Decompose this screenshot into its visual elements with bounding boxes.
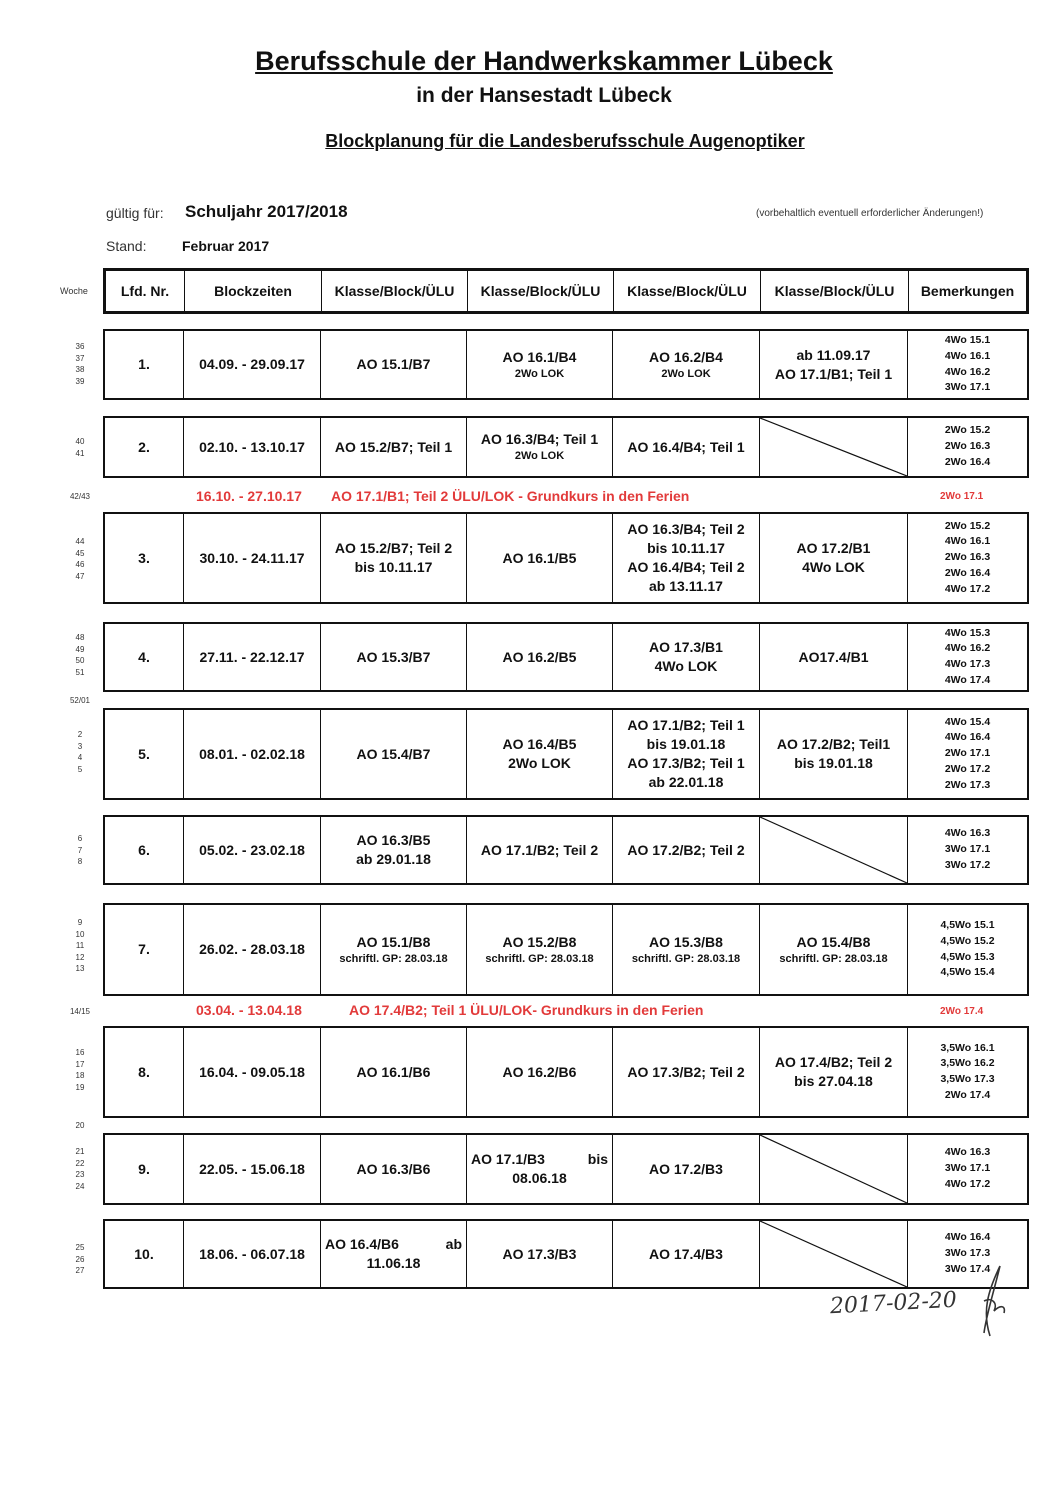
table-row xyxy=(103,329,1029,400)
row-number: 6. xyxy=(138,841,150,858)
school-title: Berufsschule der Handwerkskammer Lübeck xyxy=(255,46,833,76)
stand-label: Stand: xyxy=(106,238,147,254)
week-numbers: 2 3 4 5 xyxy=(77,730,83,774)
row-number: 3. xyxy=(138,549,150,566)
class-cell: AO 17.2/B2; Teil 2 xyxy=(612,817,759,883)
row-number: 7. xyxy=(138,941,150,958)
week-numbers: 21 22 23 24 xyxy=(75,1147,85,1191)
remarks: 2Wo 15.2 2Wo 16.3 2Wo 16.4 xyxy=(907,418,1027,476)
class-cell: AO 17.1/B2; Teil 1 bis 19.01.18 AO 17.3/B2; Teil 1 ab 22.01.18 xyxy=(612,710,759,798)
week-numbers: 52/01 xyxy=(69,696,91,705)
row-number: 4. xyxy=(138,648,150,665)
class-cell: ab 11.09.17 AO 17.1/B1; Teil 1 xyxy=(759,331,907,398)
signature-scribble xyxy=(960,1261,1020,1341)
table-row xyxy=(103,622,1029,692)
break-text: AO 17.4/B2; Teil 1 ÜLU/LOK- Grundkurs in den Ferien xyxy=(349,1002,704,1018)
break-remarks: 2Wo 17.1 xyxy=(940,491,984,502)
row-number: 1. xyxy=(138,356,150,373)
class-cell: AO 16.4/B6 ab 11.06.18 xyxy=(320,1221,466,1287)
class-cell: AO 16.4/B4; Teil 1 xyxy=(612,418,759,476)
week-numbers: 14/15 xyxy=(69,1007,91,1016)
class-cell: AO 16.1/B5 xyxy=(466,514,612,602)
class-cell: AO 17.2/B3 xyxy=(612,1135,759,1203)
col-header: Bemerkungen xyxy=(908,271,1026,311)
class-cell: AO 17.2/B2; Teil1 bis 19.01.18 xyxy=(759,710,907,798)
block-time: 05.02. - 23.02.18 xyxy=(183,817,320,883)
class-cell: AO 15.2/B8 schriftl. GP: 28.03.18 xyxy=(466,905,612,994)
week-numbers: 44 45 46 47 xyxy=(75,537,85,581)
class-cell: AO 15.3/B8 schriftl. GP: 28.03.18 xyxy=(612,905,759,994)
block-time: 16.04. - 09.05.18 xyxy=(183,1028,320,1116)
class-cell: AO 16.4/B5 2Wo LOK xyxy=(466,710,612,798)
block-time: 04.09. - 29.09.17 xyxy=(183,331,320,398)
col-header: Klasse/Block/ÜLU xyxy=(613,271,760,311)
week-numbers: 9 10 11 12 13 xyxy=(75,918,85,974)
remarks: 4Wo 16.4 3Wo 17.3 3Wo 17.4 xyxy=(907,1221,1027,1287)
class-cell: AO17.4/B1 xyxy=(759,624,907,690)
week-numbers: 20 xyxy=(75,1121,85,1130)
row-number: 2. xyxy=(138,438,150,455)
class-cell: AO 16.2/B6 xyxy=(466,1028,612,1116)
class-cell: AO 15.4/B7 xyxy=(320,710,466,798)
valid-value: Schuljahr 2017/2018 xyxy=(185,202,348,221)
remarks: 3,5Wo 16.1 3,5Wo 16.2 3,5Wo 17.3 2Wo 17.4 xyxy=(907,1028,1027,1116)
block-time: 02.10. - 13.10.17 xyxy=(183,418,320,476)
remarks: 4,5Wo 15.1 4,5Wo 15.2 4,5Wo 15.3 4,5Wo 15.4 xyxy=(907,905,1027,994)
block-time: 27.11. - 22.12.17 xyxy=(183,624,320,690)
col-header: Klasse/Block/ÜLU xyxy=(321,271,467,311)
class-cell: AO 16.3/B4; Teil 2 bis 10.11.17 AO 16.4/B4; Teil 2 ab 13.11.17 xyxy=(612,514,759,602)
plan-heading: Blockplanung für die Landesberufsschule Augenoptiker xyxy=(325,131,805,151)
school-subtitle: in der Hansestadt Lübeck xyxy=(416,84,672,107)
class-cell: AO 16.3/B5 ab 29.01.18 xyxy=(320,817,466,883)
table-row xyxy=(103,512,1029,604)
week-numbers: 16 17 18 19 xyxy=(75,1048,85,1092)
block-time: 18.06. - 06.07.18 xyxy=(183,1221,320,1287)
table-row xyxy=(103,903,1029,996)
class-cell: AO 16.3/B4; Teil 1 2Wo LOK xyxy=(466,418,612,476)
empty-crossed-cell xyxy=(759,1221,907,1287)
break-text: AO 17.1/B1; Teil 2 ÜLU/LOK - Grundkurs in den Ferien xyxy=(331,488,690,504)
break-remarks: 2Wo 17.4 xyxy=(940,1006,984,1017)
class-cell: AO 16.3/B6 xyxy=(320,1135,466,1203)
class-cell: AO 17.3/B3 xyxy=(466,1221,612,1287)
stand-value: Februar 2017 xyxy=(182,238,270,254)
week-numbers: 42/43 xyxy=(69,492,91,501)
class-cell: AO 15.1/B8 schriftl. GP: 28.03.18 xyxy=(320,905,466,994)
block-time: 26.02. - 28.03.18 xyxy=(183,905,320,994)
table-row xyxy=(103,416,1029,478)
handwritten-date: 2017-02-20 xyxy=(829,1287,958,1320)
disclaimer-note: (vorbehaltlich eventuell erforderlicher Änderungen!) xyxy=(756,208,984,219)
week-numbers: 48 49 50 51 xyxy=(75,633,85,677)
break-time: 03.04. - 13.04.18 xyxy=(196,1002,302,1018)
empty-crossed-cell xyxy=(759,817,907,883)
week-numbers: 25 26 27 xyxy=(75,1243,85,1276)
remarks: 2Wo 15.2 4Wo 16.1 2Wo 16.3 2Wo 16.4 4Wo 17.2 xyxy=(907,514,1027,602)
remarks: 4Wo 15.3 4Wo 16.2 4Wo 17.3 4Wo 17.4 xyxy=(907,624,1027,690)
class-cell: AO 17.2/B1 4Wo LOK xyxy=(759,514,907,602)
table-row xyxy=(103,708,1029,800)
woche-label: Woche xyxy=(60,286,88,296)
class-cell: AO 17.3/B2; Teil 2 xyxy=(612,1028,759,1116)
class-cell: AO 17.4/B3 xyxy=(612,1221,759,1287)
empty-crossed-cell xyxy=(759,1135,907,1203)
class-cell: AO 16.1/B4 2Wo LOK xyxy=(466,331,612,398)
row-number: 5. xyxy=(138,745,150,762)
table-row xyxy=(103,815,1029,885)
remarks: 4Wo 15.4 4Wo 16.4 2Wo 17.1 2Wo 17.2 2Wo 17.3 xyxy=(907,710,1027,798)
class-cell: AO 15.1/B7 xyxy=(320,331,466,398)
class-cell: AO 15.4/B8 schriftl. GP: 28.03.18 xyxy=(759,905,907,994)
table-row xyxy=(103,1133,1029,1205)
week-numbers: 36 37 38 39 xyxy=(75,342,85,386)
class-cell: AO 17.1/B2; Teil 2 xyxy=(466,817,612,883)
table-header xyxy=(103,268,1029,314)
class-cell: AO 15.2/B7; Teil 2 bis 10.11.17 xyxy=(320,514,466,602)
empty-crossed-cell xyxy=(759,418,907,476)
row-number: 8. xyxy=(138,1063,150,1080)
block-time: 08.01. - 02.02.18 xyxy=(183,710,320,798)
col-header: Blockzeiten xyxy=(184,271,321,311)
class-cell: AO 16.2/B4 2Wo LOK xyxy=(612,331,759,398)
remarks: 4Wo 16.3 3Wo 17.1 3Wo 17.2 xyxy=(907,817,1027,883)
block-time: 30.10. - 24.11.17 xyxy=(183,514,320,602)
table-row xyxy=(103,1219,1029,1289)
remarks: 4Wo 15.1 4Wo 16.1 4Wo 16.2 3Wo 17.1 xyxy=(907,331,1027,398)
remarks: 4Wo 16.3 3Wo 17.1 4Wo 17.2 xyxy=(907,1135,1027,1203)
class-cell: AO 15.2/B7; Teil 1 xyxy=(320,418,466,476)
col-header: Lfd. Nr. xyxy=(120,282,170,299)
class-cell: AO 16.1/B6 xyxy=(320,1028,466,1116)
block-time: 22.05. - 15.06.18 xyxy=(183,1135,320,1203)
valid-label: gültig für: xyxy=(106,205,164,221)
class-cell: AO 16.2/B5 xyxy=(466,624,612,690)
class-cell: AO 17.3/B1 4Wo LOK xyxy=(612,624,759,690)
week-numbers: 40 41 xyxy=(75,437,85,458)
handwritten-signature xyxy=(820,1283,1020,1343)
break-time: 16.10. - 27.10.17 xyxy=(196,488,302,504)
col-header: Klasse/Block/ÜLU xyxy=(467,271,613,311)
class-cell: AO 17.1/B3 bis 08.06.18 xyxy=(466,1135,612,1203)
class-cell: AO 17.4/B2; Teil 2 bis 27.04.18 xyxy=(759,1028,907,1116)
week-numbers: 6 7 8 xyxy=(77,834,83,867)
row-number: 9. xyxy=(138,1160,150,1177)
class-cell: AO 15.3/B7 xyxy=(320,624,466,690)
row-number: 10. xyxy=(134,1245,154,1262)
col-header: Klasse/Block/ÜLU xyxy=(760,271,908,311)
table-row xyxy=(103,1026,1029,1118)
